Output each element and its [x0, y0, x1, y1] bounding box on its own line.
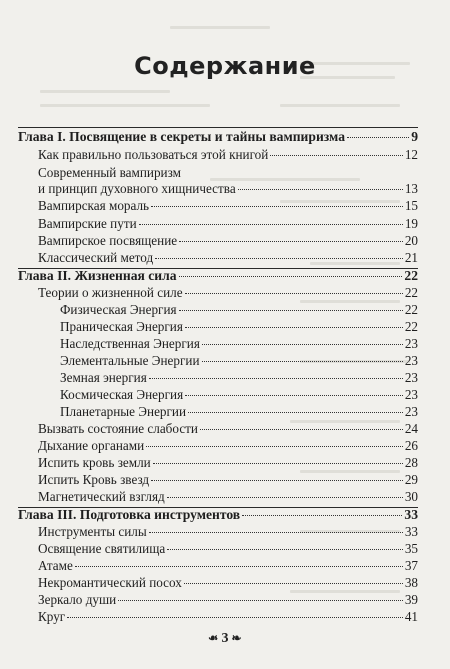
leader-dots [202, 344, 403, 345]
toc-entry[interactable] [38, 438, 418, 455]
section-divider [18, 127, 418, 128]
toc-entry[interactable] [38, 250, 418, 267]
leader-dots [75, 566, 403, 567]
leader-dots [238, 189, 403, 190]
leader-dots [149, 378, 403, 379]
toc-entry[interactable] [38, 455, 418, 472]
toc-subentry[interactable] [60, 370, 418, 387]
page-number: 3 [221, 631, 229, 646]
toc-chapter-3[interactable] [18, 507, 418, 524]
toc-entry[interactable] [38, 592, 418, 609]
toc-entry-title: Планетарные Энергии [60, 404, 187, 419]
leader-dots [347, 137, 409, 138]
leader-dots [185, 395, 403, 396]
toc-page-number: 22 [404, 319, 418, 334]
toc-chapter-1[interactable] [18, 129, 418, 146]
leader-dots [179, 276, 403, 277]
leader-dots [149, 532, 403, 533]
toc-entry[interactable] [38, 147, 418, 164]
toc-entry-title: Вампирские пути [38, 216, 137, 231]
toc-page-number: 13 [404, 181, 418, 196]
toc-chapter-title: Глава III. Подготовка инструментов [18, 507, 241, 522]
leader-dots [184, 583, 403, 584]
toc-page-number: 35 [404, 541, 418, 556]
toc-entry[interactable] [38, 575, 418, 592]
page-footer [0, 631, 450, 647]
leader-dots [179, 241, 403, 242]
leader-dots [200, 429, 403, 430]
toc-page-number: 24 [404, 421, 418, 436]
leader-dots [155, 258, 403, 259]
toc-entry-title: Земная энергия [60, 370, 147, 385]
toc-page-number: 33 [404, 524, 418, 539]
toc-entry[interactable] [38, 489, 418, 506]
leader-dots [151, 206, 403, 207]
toc-entry[interactable] [38, 472, 418, 489]
toc-entry-title: Праническая Энергия [60, 319, 183, 334]
toc-entry-title: Зеркало души [38, 592, 117, 607]
toc-entry-title: Вампирское посвящение [38, 233, 178, 248]
toc-entry-title: Инструменты силы [38, 524, 147, 539]
toc-page-number: 15 [404, 198, 418, 213]
toc-page-number: 12 [404, 147, 418, 162]
leader-dots [146, 446, 403, 447]
toc-subentry[interactable] [60, 319, 418, 336]
toc-entry[interactable] [38, 558, 418, 575]
toc-subentry[interactable] [60, 336, 418, 353]
leader-dots [270, 155, 402, 156]
page-title: Содержание [134, 52, 316, 80]
leader-dots [185, 327, 403, 328]
toc-entry-title: Физическая Энергия [60, 302, 177, 317]
leader-dots [153, 463, 403, 464]
toc-entry-title: Элементальные Энергии [60, 353, 200, 368]
toc-page-number: 21 [404, 250, 418, 265]
toc-page-number: 19 [404, 216, 418, 231]
toc-page-number: 29 [404, 472, 418, 487]
toc-page-number: 23 [404, 404, 418, 419]
toc-entry-title: Космическая Энергия [60, 387, 184, 402]
toc-chapter-title: Глава I. Посвящение в секреты и тайны вампиризма [18, 129, 346, 144]
leader-dots [185, 293, 403, 294]
toc-entry[interactable] [38, 609, 418, 626]
toc-entry-title: Магнетический взгляд [38, 489, 165, 504]
toc-entry[interactable] [38, 285, 418, 302]
toc-chapter-title: Глава II. Жизненная сила [18, 268, 177, 283]
toc-entry-title: Вызвать состояние слабости [38, 421, 198, 436]
toc-entry-title: Теории о жизненной силе [38, 285, 183, 300]
toc-entry-title: Классический метод [38, 250, 154, 265]
toc-page-number: 26 [404, 438, 418, 453]
toc-page-number: 28 [404, 455, 418, 470]
leader-dots [67, 617, 403, 618]
toc-entry-line-2 [38, 181, 418, 198]
toc-page-number: 39 [404, 592, 418, 607]
toc-page-number: 23 [404, 370, 418, 385]
toc-page-number: 20 [404, 233, 418, 248]
toc-entry[interactable] [38, 198, 418, 215]
toc-entry-title: Дыхание органами [38, 438, 145, 453]
leader-dots [139, 224, 403, 225]
toc-page-number: 23 [404, 353, 418, 368]
toc-subentry[interactable] [60, 387, 418, 404]
toc-page-number: 22 [404, 285, 418, 300]
leader-dots [118, 600, 403, 601]
toc-entry[interactable] [38, 164, 418, 198]
toc-subentry[interactable] [60, 404, 418, 421]
toc-entry-title: Вампирская мораль [38, 198, 150, 213]
ornament-left-icon: ❧ [208, 631, 219, 646]
toc-entry-title-line-2: и принцип духовного хищничества [38, 181, 236, 196]
leader-dots [188, 412, 403, 413]
toc-entry[interactable] [38, 524, 418, 541]
toc-page-number: 38 [404, 575, 418, 590]
toc-entry-title: Как правильно пользоваться этой книгой [38, 147, 269, 162]
toc-entry-title-line-1: Современный вампиризм [38, 165, 181, 180]
toc-entry[interactable] [38, 541, 418, 558]
toc-page-number: 30 [404, 489, 418, 504]
toc-page-number: 23 [404, 336, 418, 351]
toc-entry-title: Испить кровь земли [38, 455, 151, 470]
toc-entry-title: Освящение святилища [38, 541, 166, 556]
toc-page-number: 9 [411, 129, 418, 144]
toc-chapter-2[interactable] [18, 268, 418, 285]
leader-dots [167, 549, 403, 550]
leader-dots [167, 497, 403, 498]
toc-page-number: 41 [404, 609, 418, 624]
toc-entry-title: Круг [38, 609, 66, 624]
toc-page-number: 37 [404, 558, 418, 573]
toc-page-number: 23 [404, 387, 418, 402]
toc-subentry[interactable] [60, 302, 418, 319]
toc-entry-title: Некромантический посох [38, 575, 182, 590]
toc-page-number: 22 [404, 302, 418, 317]
toc-entry[interactable] [38, 216, 418, 233]
toc-entry[interactable] [38, 421, 418, 438]
leader-dots [179, 310, 403, 311]
leader-dots [151, 480, 403, 481]
toc-page-number: 33 [404, 507, 418, 522]
toc-entry-title: Атаме [38, 558, 73, 573]
toc-subentry[interactable] [60, 353, 418, 370]
leader-dots [202, 361, 403, 362]
toc-entry[interactable] [38, 233, 418, 250]
leader-dots [242, 515, 402, 516]
toc-entry-title: Наследственная Энергия [60, 336, 200, 351]
toc-page-number: 22 [404, 268, 418, 283]
ornament-right-icon: ❧ [231, 631, 242, 646]
toc-entry-title: Испить Кровь звезд [38, 472, 150, 487]
